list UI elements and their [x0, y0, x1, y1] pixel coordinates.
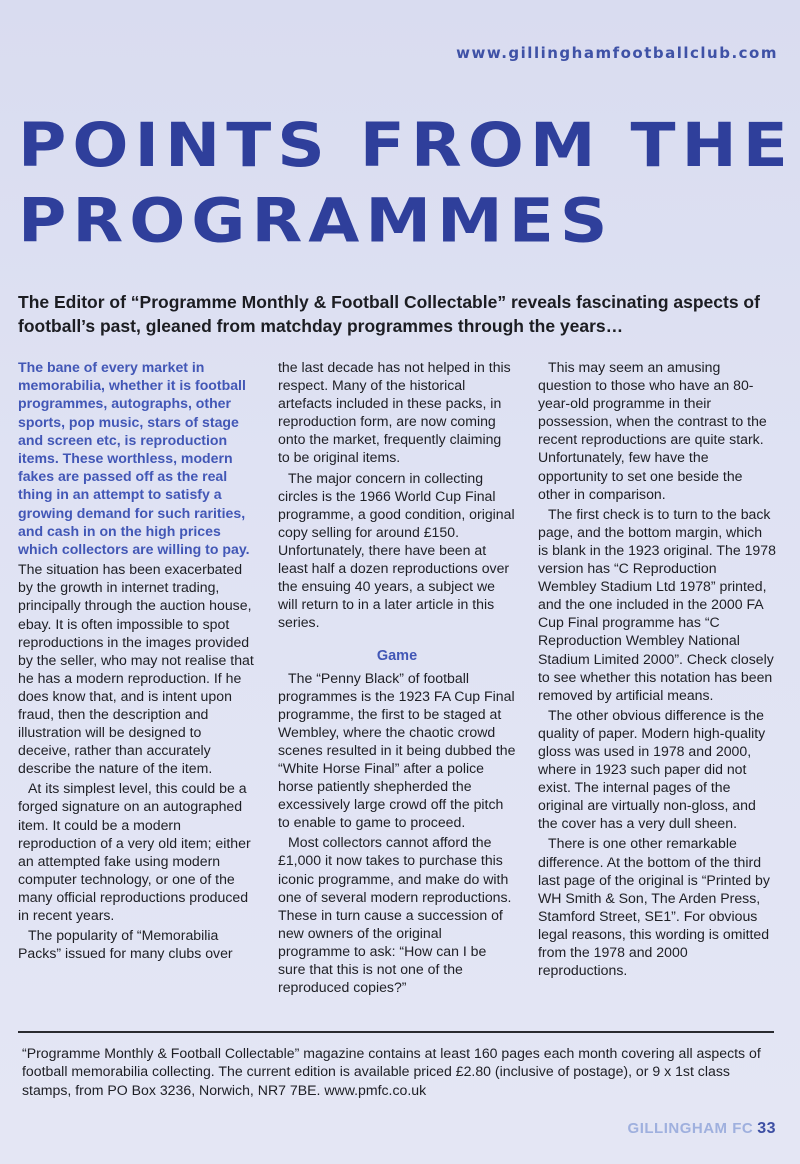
paragraph: There is one other remarkable difference. At the bottom of the third last page of the original is “Printed by WH Smith & Son, The Arden Press, Stamford Street, SE1”. For obvious legal reasons, this wording is omitted from the 1978 and 2000 reproductions. [538, 835, 770, 979]
paragraph: The “Penny Black” of football programmes is the 1923 FA Cup Final programme, the first to be staged at Wembley, where the chaotic crowd scenes resulted in it being dubbed the “White Horse Final” after a police horse patiently shepherded the excessively large crowd off the pitch to enable to game to proceed. [278, 669, 516, 831]
paragraph: Most collectors cannot afford the £1,000 it now takes to purchase this iconic programme, and make do with one of several modern reproductions. These in turn cause a succession of new owners of the original programme to ask: “How can I be sure that this is not one of the reproduced copies?” [278, 834, 512, 996]
page-title [18, 108, 794, 259]
folio-club-name: GILLINGHAM FC [627, 1120, 754, 1137]
page-number: 33 [757, 1120, 776, 1137]
paragraph: the last decade has not helped in this respect. Many of the historical artefacts included in these packs, in reproduction form, are now coming onto the market, frequently claiming to be original items. [278, 359, 511, 466]
title-line-2: PROGRAMMES [18, 185, 614, 257]
article-intro: The bane of every market in memorabilia, whether it is football programmes, autographs, other sports, pop music, stars of stage and screen etc, is reproduction items. These worthless, modern fakes are passed off as the real thing in an attempt to satisfy a growing demand for such rarities, and cash in on the high prices which collectors are willing to pay. [18, 359, 250, 558]
section-subhead: Game [376, 648, 418, 665]
page-folio [628, 1120, 776, 1138]
standfirst: The Editor of “Programme Monthly & Football Collectable” reveals fascinating aspects of football’s past, gleaned from matchday programmes through the years… [18, 292, 760, 336]
article-column-3 [538, 358, 776, 981]
paragraph: At its simplest level, this could be a forged signature on an autographed item. It could be a modern reproduction of a very old item; either an attempted fake using modern computer technology, or one of the many official reproductions produced in recent years. [18, 780, 251, 924]
article-column-2 [278, 358, 516, 998]
paragraph: The popularity of “Memorabilia Packs” issued for many clubs over [18, 927, 233, 962]
website-url[interactable]: www.gillinghamfootballclub.com [456, 44, 778, 62]
paragraph: This may seem an amusing question to those who have an 80-year-old programme in their possession, when the contrast to the recent reproductions are quite stark. Unfortunately, few have the opportunity to set one beside the other in comparison. [538, 359, 767, 502]
article-body [18, 358, 774, 1020]
paragraph: The first check is to turn to the back page, and the bottom margin, which is blank in the 1923 original. The 1978 version has “C Reproduction Wembley Stadium Ltd 1978” printed, and the one included in the 2000 FA Cup Final programme has “C Reproduction Wembley National Stadium Limited 2000”. Check closely to see whether this notation has been removed by artificial means. [538, 505, 776, 703]
paragraph: The major concern in collecting circles is the 1966 World Cup Final programme, a good condition, original copy selling for around £150. Unfortunately, there have been at least half a dozen reproductions over the ensuing 40 years, a subject we will return to in a later article in this series. [278, 469, 515, 631]
article-column-1 [18, 358, 256, 964]
paragraph: The situation has been exacerbated by the growth in internet trading, principally through the auction house, ebay. It is often impossible to spot reproductions in the images provided by the seller, who may not realise that he has a modern reproduction. If he does know that, and is intent upon fraud, then the description and illustration will be designed to deceive, rather than accurately describe the nature of the item. [18, 561, 254, 777]
footer-note: “Programme Monthly & Football Collectable” magazine contains at least 160 pages each month covering all aspects of football memorabilia collecting. The current edition is available priced £2.80 (inclusive of postage), or 9 x 1st class stamps, from PO Box 3236, Norwich, NR7 7BE. www.pmfc.co.uk [22, 1045, 761, 1098]
title-line-1: POINTS FROM THE [18, 109, 794, 181]
paragraph: The other obvious difference is the quality of paper. Modern high-quality gloss was used in 1978 and 2000, where in 1923 such paper did not exist. The internal pages of the original are virtually non-gloss, and the cover has a very dull sheen. [538, 706, 766, 832]
divider-rule [18, 1031, 774, 1033]
